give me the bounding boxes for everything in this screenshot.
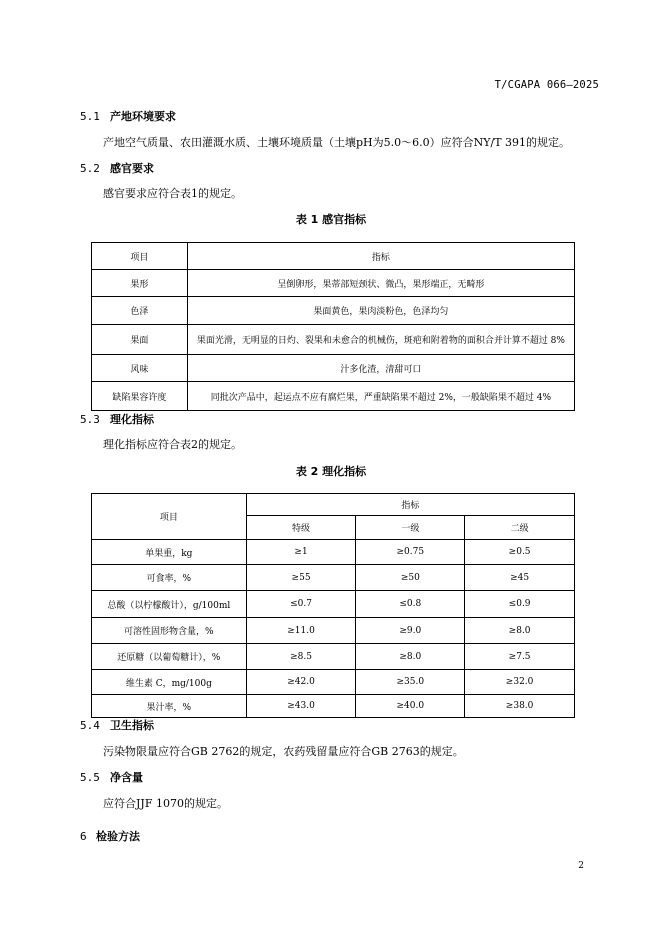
row-label: 风味 bbox=[92, 355, 188, 382]
header-item: 项目 bbox=[92, 494, 247, 540]
row-value: 果面光滑，无明显的日灼、裂果和未愈合的机械伤，斑疤和附着物的面积合并计算不超过 8% bbox=[187, 325, 574, 355]
section-title: 产地环境要求 bbox=[110, 110, 176, 123]
section-5-3-text: 理化指标应符合表2的规定。 bbox=[103, 438, 242, 451]
header-item: 项目 bbox=[92, 243, 188, 270]
cell-premium: ≥11.0 bbox=[246, 618, 356, 644]
table-header-row bbox=[92, 243, 575, 270]
table-row bbox=[92, 695, 575, 718]
row-label: 单果重，kg bbox=[92, 540, 247, 565]
table-row bbox=[92, 670, 575, 695]
cell-first: ≥0.75 bbox=[356, 540, 465, 565]
physicochemical-table bbox=[91, 493, 575, 718]
cell-first: ≥9.0 bbox=[356, 618, 465, 644]
section-5-1-text: 产地空气质量、农田灌溉水质、土壤环境质量（土壤pH为5.0～6.0）应符合NY/T 391的规定。 bbox=[103, 136, 571, 149]
section-5-4-heading bbox=[80, 717, 154, 733]
section-5-2-text: 感官要求应符合表1的规定。 bbox=[103, 187, 242, 200]
row-label: 缺陷果容许度 bbox=[92, 382, 188, 411]
row-label: 色泽 bbox=[92, 297, 188, 325]
row-value: 汁多化渣，清甜可口 bbox=[187, 355, 574, 382]
section-number: 5.5 bbox=[80, 771, 100, 784]
section-5-1-heading bbox=[80, 108, 176, 124]
cell-premium: ≥1 bbox=[246, 540, 356, 565]
table-header-row bbox=[92, 494, 575, 516]
section-title: 理化指标 bbox=[110, 413, 154, 426]
section-title: 净含量 bbox=[110, 771, 143, 784]
row-value: 果面黄色，果肉淡粉色，色泽均匀 bbox=[187, 297, 574, 325]
table-row bbox=[92, 325, 575, 355]
cell-premium: ≥43.0 bbox=[246, 695, 356, 718]
table-row bbox=[92, 591, 575, 618]
section-5-5-text: 应符合JJF 1070的规定。 bbox=[103, 797, 228, 810]
row-label: 果面 bbox=[92, 325, 188, 355]
cell-first: ≥35.0 bbox=[356, 670, 465, 695]
section-5-4-text: 污染物限量应符合GB 2762的规定，农药残留量应符合GB 2763的规定。 bbox=[103, 745, 464, 758]
cell-premium: ≥55 bbox=[246, 565, 356, 591]
table-row bbox=[92, 355, 575, 382]
row-value: 呈倒卵形，果蒂部短颈状、微凸，果形端正，无畸形 bbox=[187, 270, 574, 297]
section-5-3-heading bbox=[80, 411, 154, 427]
section-title: 感官要求 bbox=[110, 162, 154, 175]
table-2-caption: 表 2 理化指标 bbox=[295, 465, 367, 478]
row-label: 总酸（以柠檬酸计），g/100ml bbox=[92, 591, 247, 618]
page-number: 2 bbox=[578, 861, 584, 871]
table-row bbox=[92, 270, 575, 297]
section-number: 5.3 bbox=[80, 413, 100, 426]
section-number: 5.1 bbox=[80, 110, 100, 123]
header-index: 指标 bbox=[187, 243, 574, 270]
cell-premium: ≥8.5 bbox=[246, 644, 356, 670]
cell-second: ≥7.5 bbox=[465, 644, 575, 670]
row-label: 果汁率，% bbox=[92, 695, 247, 718]
section-6-heading bbox=[80, 828, 140, 844]
cell-second: ≥0.5 bbox=[465, 540, 575, 565]
row-label: 可食率，% bbox=[92, 565, 247, 591]
cell-second: ≥32.0 bbox=[465, 670, 575, 695]
table-1-caption: 表 1 感官指标 bbox=[295, 213, 367, 226]
cell-first: ≥50 bbox=[356, 565, 465, 591]
cell-second: ≥8.0 bbox=[465, 618, 575, 644]
table-row bbox=[92, 618, 575, 644]
row-label: 果形 bbox=[92, 270, 188, 297]
section-number: 6 bbox=[80, 830, 87, 843]
table-row bbox=[92, 297, 575, 325]
grade-premium: 特级 bbox=[246, 516, 356, 540]
table-row bbox=[92, 540, 575, 565]
section-title: 检验方法 bbox=[96, 830, 140, 843]
cell-second: ≤0.9 bbox=[465, 591, 575, 618]
row-value: 同批次产品中，起运点不应有腐烂果，严重缺陷果不超过 2%，一般缺陷果不超过 4% bbox=[187, 382, 574, 411]
section-5-5-heading bbox=[80, 769, 143, 785]
cell-first: ≤0.8 bbox=[356, 591, 465, 618]
sensory-table bbox=[91, 242, 575, 411]
section-number: 5.2 bbox=[80, 162, 100, 175]
cell-first: ≥40.0 bbox=[356, 695, 465, 718]
table-row bbox=[92, 644, 575, 670]
header-index: 指标 bbox=[246, 494, 574, 516]
grade-first: 一级 bbox=[356, 516, 465, 540]
cell-premium: ≤0.7 bbox=[246, 591, 356, 618]
section-5-2-heading bbox=[80, 160, 154, 176]
section-title: 卫生指标 bbox=[110, 719, 154, 732]
row-label: 维生素 C，mg/100g bbox=[92, 670, 247, 695]
document-number: T/CGAPA 066—2025 bbox=[494, 79, 599, 91]
table-row bbox=[92, 382, 575, 411]
row-label: 可溶性固形物含量，% bbox=[92, 618, 247, 644]
cell-premium: ≥42.0 bbox=[246, 670, 356, 695]
cell-first: ≥8.0 bbox=[356, 644, 465, 670]
section-number: 5.4 bbox=[80, 719, 100, 732]
table-row bbox=[92, 565, 575, 591]
grade-second: 二级 bbox=[465, 516, 575, 540]
cell-second: ≥38.0 bbox=[465, 695, 575, 718]
cell-second: ≥45 bbox=[465, 565, 575, 591]
row-label: 还原糖（以葡萄糖计），% bbox=[92, 644, 247, 670]
